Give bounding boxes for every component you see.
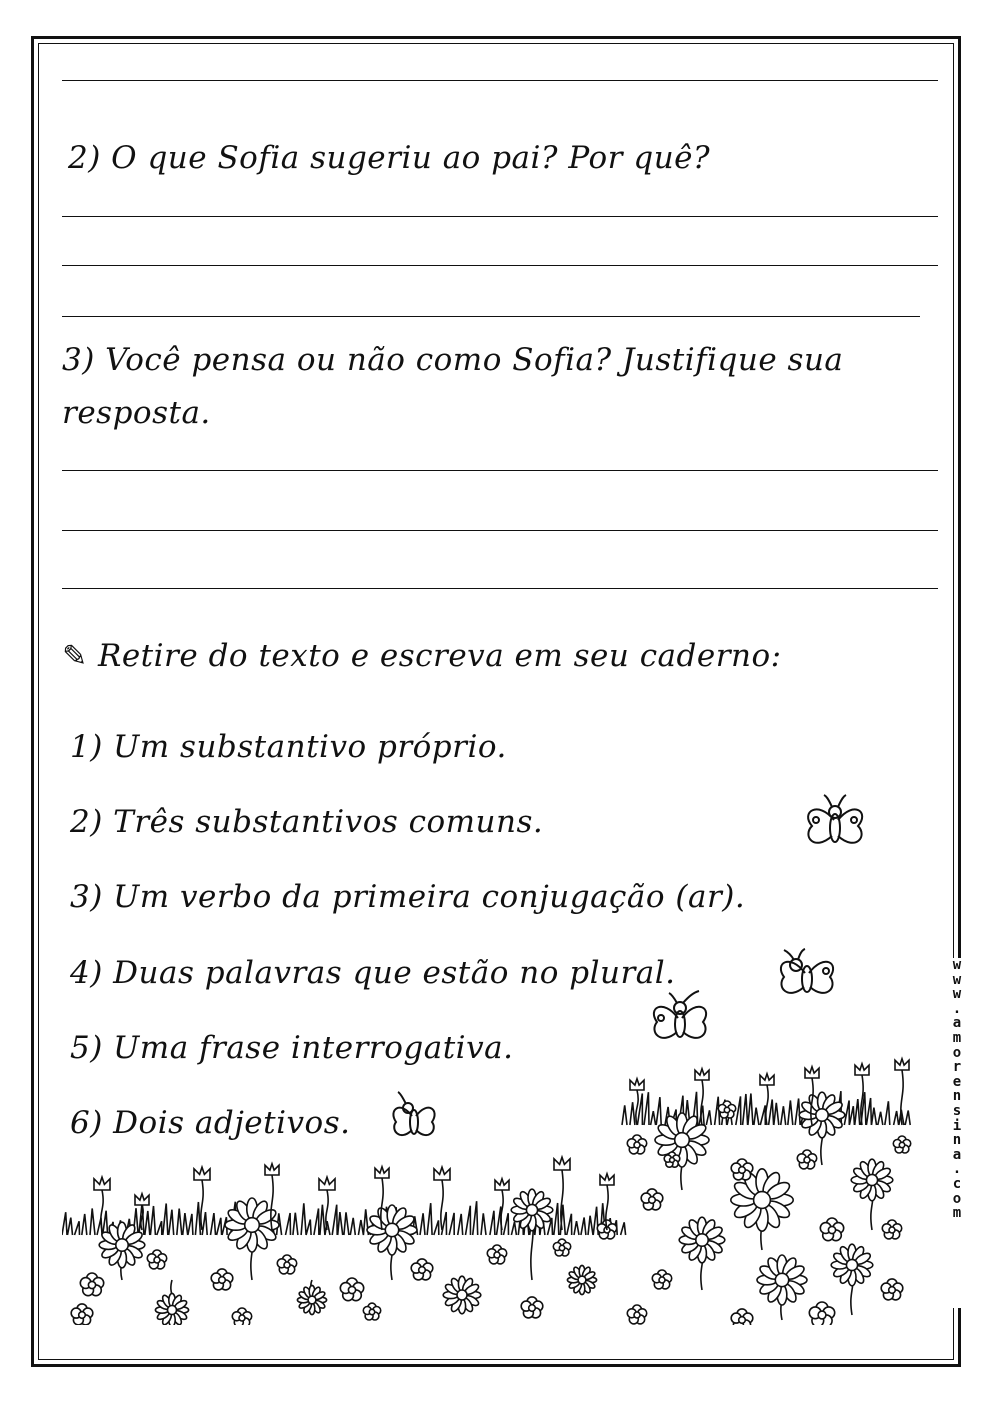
question-3-continuation: resposta. bbox=[62, 395, 211, 431]
question-3: 3) Você pensa ou não como Sofia? Justifique sua bbox=[62, 342, 844, 378]
flower bbox=[851, 1159, 893, 1201]
answer-line bbox=[62, 470, 938, 471]
flower bbox=[799, 1092, 845, 1138]
flower bbox=[367, 1205, 417, 1255]
watermark-letter: . bbox=[952, 1161, 962, 1178]
watermark-letter: w bbox=[952, 957, 962, 973]
watermark-letter: a bbox=[952, 1146, 962, 1163]
watermark-letter: a bbox=[952, 1015, 962, 1032]
watermark-letter: . bbox=[952, 1000, 962, 1017]
flower bbox=[155, 1293, 188, 1325]
watermark-letter: n bbox=[952, 1088, 962, 1105]
task-item: 3) Um verbo da primeira conjugação (ar). bbox=[70, 879, 746, 915]
question-2: 2) O que Sofia sugeriu ao pai? Por quê? bbox=[68, 140, 711, 176]
watermark-letter: s bbox=[952, 1102, 962, 1119]
task-item: 2) Três substantivos comuns. bbox=[70, 804, 544, 840]
watermark-letter: e bbox=[952, 1073, 962, 1090]
watermark-letter: m bbox=[952, 1029, 962, 1046]
task-item: 6) Dois adjetivos. bbox=[70, 1105, 351, 1141]
watermark-letter: r bbox=[952, 1059, 962, 1076]
answer-line bbox=[62, 316, 920, 317]
butterfly-icon bbox=[798, 790, 870, 862]
flower bbox=[831, 1244, 873, 1286]
watermark-letter: o bbox=[952, 1190, 962, 1207]
task-item: 4) Duas palavras que estão no plural. bbox=[70, 955, 676, 991]
flower bbox=[679, 1217, 725, 1263]
butterfly-icon bbox=[645, 988, 715, 1052]
answer-line bbox=[62, 588, 938, 589]
task-item: 1) Um substantivo próprio. bbox=[70, 729, 507, 765]
task-item: 5) Uma frase interrogativa. bbox=[70, 1030, 514, 1066]
flower bbox=[511, 1189, 553, 1231]
pencil-icon: ✎ bbox=[62, 639, 88, 674]
flower bbox=[443, 1276, 481, 1314]
watermark-letter: c bbox=[952, 1175, 962, 1192]
answer-line bbox=[62, 265, 938, 266]
flower bbox=[567, 1265, 596, 1294]
watermark-letter: i bbox=[952, 1117, 962, 1134]
butterfly-icon bbox=[772, 945, 842, 1007]
flower bbox=[297, 1285, 326, 1314]
website-watermark bbox=[948, 958, 966, 1308]
watermark-letter: w bbox=[952, 986, 962, 1003]
answer-line bbox=[62, 216, 938, 217]
flower-meadow bbox=[62, 1050, 912, 1325]
watermark-letter: m bbox=[952, 1205, 962, 1222]
watermark-letter: n bbox=[952, 1132, 962, 1149]
instruction-text: Retire do texto e escreva em seu caderno: bbox=[98, 638, 782, 674]
flower bbox=[757, 1255, 807, 1305]
answer-line bbox=[62, 80, 938, 81]
instruction bbox=[62, 636, 782, 677]
answer-line bbox=[62, 530, 938, 531]
watermark-letter: o bbox=[952, 1044, 962, 1061]
watermark-letter: w bbox=[952, 971, 962, 988]
